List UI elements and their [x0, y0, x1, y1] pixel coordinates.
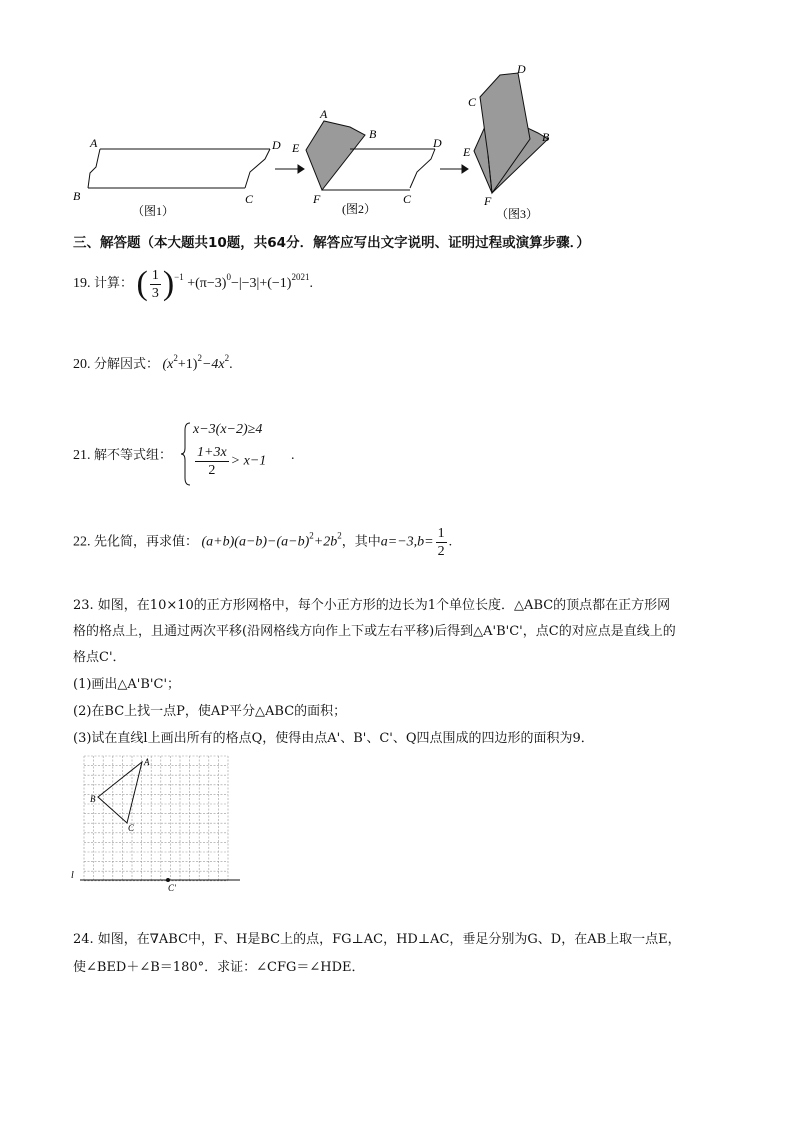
- grid-label-A: A: [144, 757, 150, 767]
- q23-sub1: (1)画出△A'B'C'；: [73, 677, 181, 692]
- q19-right-paren: ): [162, 265, 175, 302]
- q19-label: 计算：: [94, 276, 134, 292]
- q22-label: 先化简，再求值：: [94, 534, 199, 550]
- q21-number: 21.: [73, 448, 91, 463]
- question-22: 22. 先化简，再求值： $(a+b)(a-b)-(a-b)^2+2b^2$，其中a=−3,b= $\frac{1}{2}$ .: [73, 526, 453, 559]
- fig1-label-C: C: [245, 192, 254, 206]
- fig2-label-A: A: [320, 107, 328, 121]
- q23-sub2: (2)在BC上找一点P，使AP平分△ABC的面积；: [73, 704, 347, 719]
- fig1-label-B: B: [73, 189, 81, 203]
- parallelogram-figures: [60, 55, 580, 225]
- q19-fraction: $\frac{1}{3}$: [151, 267, 159, 301]
- fig1-label-D: D: [272, 138, 281, 152]
- fig1-right-edge: [245, 149, 270, 188]
- q19-rest: +(π−3): [187, 276, 227, 292]
- q23-line3: 格点C'．: [73, 650, 126, 665]
- figure-3: [474, 73, 548, 193]
- q23-line1: 23. 如图，在10×10的正方形网格中，每个小正方形的边长为1个单位长度．△ABC的顶点都在正方形网: [73, 598, 671, 613]
- fig2-label-C: C: [403, 192, 412, 206]
- grid-label-c-prime: C': [168, 883, 176, 893]
- q21-brace: [181, 422, 191, 486]
- fig2-folded-piece: [306, 121, 365, 190]
- q19-left-paren: (: [136, 265, 148, 302]
- question-20: 20. 分解因式： $(x^2+1)^2-4x^2$.: [73, 353, 233, 372]
- fig2-label-F: F: [313, 192, 321, 206]
- fig1-caption: （图1）: [132, 204, 175, 218]
- question-19: 19. 计算： ( $\frac{1}{3}$ )$^{-1} +(\pi-3)^0-|-3|+(-1)^{2021}$.: [73, 265, 313, 302]
- fig2-label-B: B: [369, 127, 377, 141]
- q22-number: 22.: [73, 534, 91, 550]
- q24-line1: 24. 如图，在∇ABC中，F、H是BC上的点，FG⊥AC，HD⊥AC，垂足分别为G、D，在AB上取一点E，: [73, 932, 681, 947]
- q21-label: 解不等式组：: [94, 448, 173, 463]
- fig3-caption: （图3）: [496, 207, 539, 221]
- q23-sub3: (3)试在直线l上画出所有的格点Q，使得由点A'、B'、C'、Q四点围成的四边形的面积为9．: [73, 731, 594, 746]
- fig2-label-E: E: [292, 141, 300, 155]
- fig3-label-C: C: [468, 95, 477, 109]
- grid-label-C: C: [128, 823, 135, 833]
- grid-lines: [84, 756, 228, 881]
- fig1-left-edge: [88, 149, 100, 188]
- point-c-prime: [166, 878, 170, 882]
- fig2-label-D: D: [433, 136, 442, 150]
- grid-label-B: B: [90, 794, 96, 804]
- fig1-label-A: A: [90, 136, 98, 150]
- fig3-label-D: D: [517, 62, 526, 76]
- q23-grid-figure: [68, 752, 248, 897]
- fig3-label-F: F: [484, 194, 492, 208]
- fig3-label-B: B: [542, 130, 550, 144]
- arrow-1: [275, 165, 304, 173]
- fig3-label-E: E: [463, 145, 471, 159]
- q19-abs: −|−3|+(−1): [230, 276, 292, 292]
- q21-line2: $\frac{1+3x}{2}$ > x−1: [197, 445, 267, 478]
- q23-line2: 格的格点上，且通过两次平移(沿网格线方向作上下或左右平移)后得到△A'B'C'，点C的对应点是直线上的: [73, 624, 676, 639]
- section-heading: 三、解答题（本大题共10题，共64分．解答应写出文字说明、证明过程或演算步骤．）: [73, 235, 590, 251]
- fig2-caption: (图2）: [342, 202, 376, 216]
- arrow-2: [440, 165, 468, 173]
- q21-line1: x−3(x−2)≥4: [193, 422, 263, 437]
- q24-line2: 使∠BED＋∠B＝180°．求证：∠CFG＝∠HDE．: [73, 960, 365, 975]
- grid-label-l: l: [71, 870, 74, 881]
- q19-number: 19.: [73, 276, 91, 292]
- q20-label: 分解因式：: [94, 357, 160, 372]
- figure-1: [88, 149, 270, 188]
- q20-number: 20.: [73, 357, 91, 372]
